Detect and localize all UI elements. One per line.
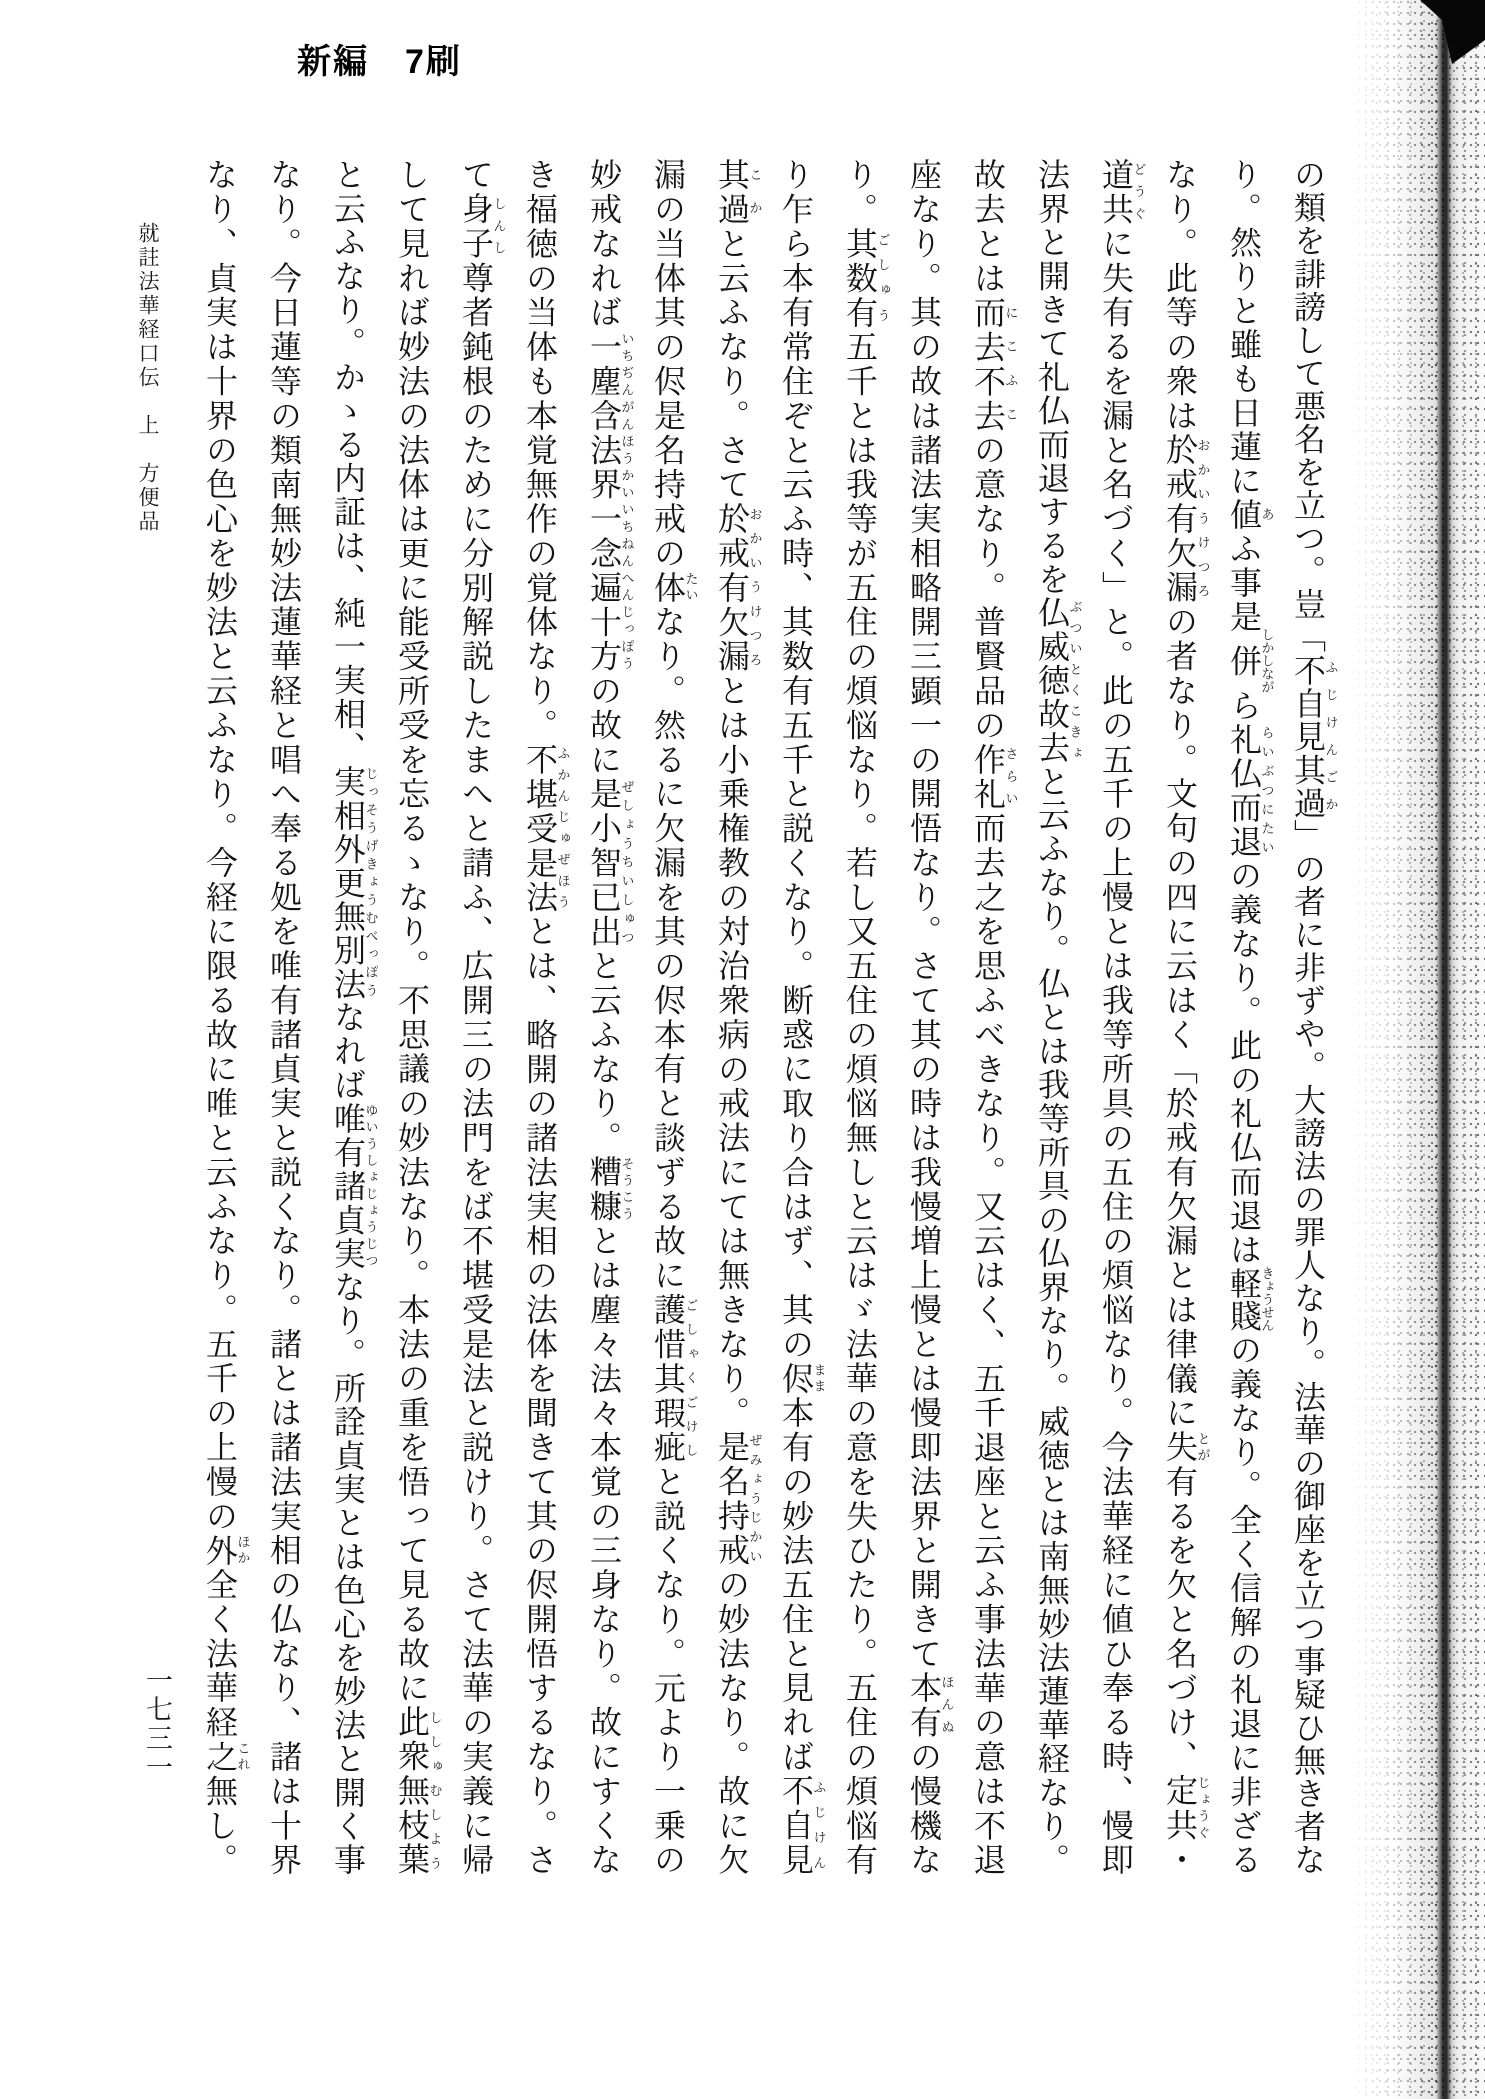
ruby-annotated-term: 其過こか bbox=[714, 158, 763, 227]
ruby-annotated-term: 於戒有欠漏おかいうけつろ bbox=[1162, 433, 1211, 606]
ruby-annotated-term: 不自見ふじけん bbox=[778, 1774, 827, 1876]
text-column: と云ふなり。かゝる内証は、純一実相、実相外更無別法じっそうげきょうむべっぽうなれば唯有諸貞実ゆいうしょじょうじつなり。所詮貞実とは色心を妙法と開く事 bbox=[330, 158, 379, 1876]
ruby-annotated-term: 之これ bbox=[202, 1739, 251, 1775]
ruby-annotated-term: 是小智已出ぜしょうちいしゅつ bbox=[586, 777, 635, 949]
text-column: て身子しんし尊者鈍根のために分別解説したまへと請ふ、広開三の法門をば不堪受是法と説けり。さて法華の実義に帰 bbox=[458, 158, 507, 1876]
text-column: き福徳の当体も本覚無作の覚体なり。不堪受是法ふかんじゅぜほうとは、略開の諸法実相の法体を聞きて其の侭開悟するなり。さ bbox=[522, 158, 571, 1876]
ruby-annotated-term: 不堪受是法ふかんじゅぜほう bbox=[522, 742, 571, 915]
text-column: なり。此等の衆は於戒有欠漏おかいうけつろの者なり。文句の四に云はく「於戒有欠漏とは律儀に失とが有るを欠と名づけ、定共じょうぐ・ bbox=[1162, 158, 1211, 1876]
ruby-annotated-term: 礼仏而退らいぶつにたい bbox=[1226, 722, 1275, 859]
ruby-annotated-term: 身子しんし bbox=[458, 192, 507, 262]
ruby-annotated-term: 不自見其過ふじけんごか bbox=[1290, 653, 1339, 819]
ruby-annotated-term: 而去不去にこふこ bbox=[970, 295, 1019, 434]
text-column: り乍ら本有常住ぞと云ふ時、其数有五千と説くなり。断惑に取り合はず、其の侭まま本有の妙法五住と見れば不自見ふじけん bbox=[778, 158, 827, 1876]
ruby-annotated-term: 作礼さらい bbox=[970, 742, 1019, 812]
ruby-annotated-term: 唯有諸貞実ゆいうしょじょうじつ bbox=[330, 1101, 379, 1271]
main-text-block bbox=[188, 158, 1340, 1875]
ruby-annotated-term: 失とが bbox=[1162, 1430, 1211, 1465]
text-column: 道共どうぐに失有るを漏と名づく」と。此の五千の上慢とは我等所具の五住の煩悩なり。今法華経に値ひ奉る時、慢即 bbox=[1098, 158, 1147, 1876]
ruby-annotated-term: 護惜其瑕疵ごしゃくごけし bbox=[650, 1292, 699, 1465]
ruby-annotated-term: 値あ bbox=[1226, 497, 1275, 532]
scan-binding-streak bbox=[1436, 0, 1454, 2099]
ruby-annotated-term: 本有ほんぬ bbox=[906, 1671, 955, 1740]
text-column: り。其数有ごしゅう五千とは我等が五住の煩悩なり。若し又五住の煩悩無しと云はゞ法華の意を失ひたり。五住の煩悩有 bbox=[842, 158, 891, 1876]
ruby-annotated-term: 実相外更無別法じっそうげきょうむべっぽう bbox=[330, 764, 379, 1001]
ruby-annotated-term: 一塵含法界一念遍十方いちぢんがんほうかいいちねんへんじっぽう bbox=[586, 329, 635, 674]
text-column: 座なり。其の故は諸法実相略開三顕一の開悟なり。さて其の時は我慢増上慢とは慢即法界と開きて本有ほんぬの慢機な bbox=[906, 158, 955, 1876]
ruby-annotated-term: 外ほか bbox=[202, 1533, 251, 1568]
text-column: して見れば妙法の法体は更に能受所受を忘るゝなり。不思議の妙法なり。本法の重を悟って見る故に此衆無枝葉ししゅむしよう bbox=[394, 158, 443, 1876]
ruby-annotated-term: 仏威徳故去ぶついとくこきょ bbox=[1034, 596, 1083, 765]
text-column: なり。今日蓮等の類南無妙法蓮華経と唱へ奉る処を唯有諸貞実と説くなり。諸とは諸法実相の仏なり、諸は十界 bbox=[266, 158, 302, 1875]
text-column: なり、貞実は十界の色心を妙法と云ふなり。今経に限る故に唯と云ふなり。五千の上慢の外ほか全く法華経之これ無し。 bbox=[202, 158, 251, 1876]
ruby-annotated-term: 其数有ごしゅう bbox=[842, 226, 891, 330]
page-number: 一七三一 bbox=[142, 1666, 172, 1782]
ruby-annotated-term: 侭まま bbox=[778, 1361, 827, 1396]
ruby-annotated-term: 糟糠そうこう bbox=[586, 1155, 635, 1225]
ruby-annotated-term: 体たい bbox=[650, 570, 699, 606]
ruby-annotated-term: 是名持戒ぜみょうじかい bbox=[714, 1430, 763, 1568]
text-column: の類を誹謗して悪名を立つ。豈「不自見其過ふじけんごか」の者に非ずや。大謗法の罪人なり。法華の御座を立つ事疑ひ無き者な bbox=[1290, 158, 1339, 1876]
ruby-annotated-term: 於戒有欠漏おかいうけつろ bbox=[714, 501, 763, 674]
ruby-annotated-term: 道共どうぐ bbox=[1098, 158, 1147, 227]
text-column: り。然りと雖も日蓮に値あふ事是併しかしながら礼仏而退らいぶつにたいの義なり。此の礼仏而退は軽賤きょうせんの義なり。全く信解の礼退に非ざる bbox=[1226, 158, 1275, 1876]
edition-header: 新編 7刷 bbox=[297, 43, 462, 81]
ruby-annotated-term: 定共じょうぐ bbox=[1162, 1774, 1211, 1844]
text-column: 故去とは而去不去にこふこの意なり。普賢品の作礼さらい而去之を思ふべきなり。又云はく、五千退座と云ふ事法華の意は不退 bbox=[970, 158, 1019, 1876]
text-column: 其過こかと云ふなり。さて於戒有欠漏おかいうけつろとは小乗権教の対治衆病の戒法にては無きなり。是名持戒ぜみょうじかいの妙法なり。故に欠 bbox=[714, 158, 763, 1876]
text-column: 漏の当体其の侭是名持戒の体たいなり。然るに欠漏を其の侭本有と談ずる故に護惜其瑕疵ごしゃくごけしと説くなり。元より一乗の bbox=[650, 158, 699, 1876]
ruby-annotated-term: 軽賤きょうせん bbox=[1226, 1266, 1275, 1332]
ruby-annotated-term: 併しかしなが bbox=[1226, 627, 1275, 693]
text-column: 法界と開きて礼仏而退するを仏威徳故去ぶついとくこきょと云ふなり。仏とは我等所具の仏界なり。威徳とは南無妙法蓮華経なり。 bbox=[1034, 158, 1083, 1876]
ruby-annotated-term: 此衆無枝葉ししゅむしよう bbox=[394, 1705, 443, 1876]
margin-title: 就註法華経口伝 上 方便品 bbox=[136, 222, 160, 534]
text-column: 妙戒なれば一塵含法界一念遍十方いちぢんがんほうかいいちねんへんじっぽうの故に是小智已出ぜしょうちいしゅつと云ふなり。糟糠そうこうとは塵々法々本覚の三身なり。故にすくな bbox=[586, 158, 635, 1876]
